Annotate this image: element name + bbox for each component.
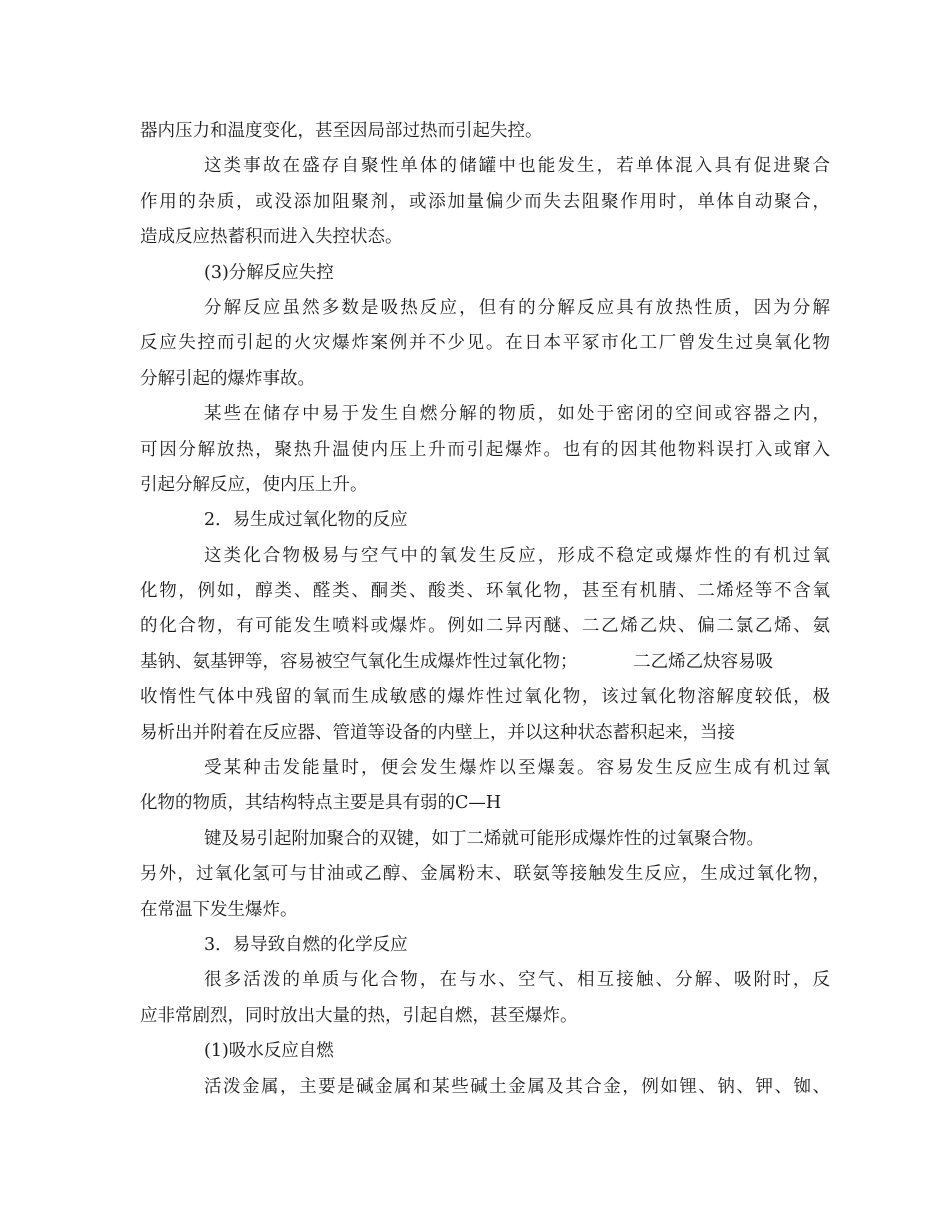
text-line-21: 键及易引起附加聚合的双键，如丁二烯就可能形成爆炸性的过氧聚合物。 [204,828,764,849]
text-line-4: 造成反应热蓄积而进入失控状态。 [140,227,403,248]
text-line-18: 易析出并附着在反应器、管道等设备的内壁上，并以这种状态蓄积起来，当接 [140,722,735,743]
section-heading-self-ignition: 3．易导致自燃的化学反应 [204,934,408,955]
text-line-17: 收惰性气体中残留的氧而生成敏感的爆炸性过氧化物，该过氧化物溶解度较低，极 [140,687,830,708]
text-line-16: 基钠、氨基钾等，容易被空气氧化生成爆炸性过氧化物； 二乙烯乙炔容易吸 [140,651,774,672]
text-line-1: 器内压力和温度变化，甚至因局部过热而引起失控。 [140,121,543,141]
text-line-10: 可因分解放热，聚热升温使内压上升而引起爆炸。也有的因其他物料误打入或窜入 [140,439,830,460]
text-line-3: 作用的杂质，或没添加阻聚剂，或添加量偏少而失去阻聚作用时，单体自动聚合， [140,191,830,212]
text-line-14: 化物，例如，醇类、醛类、酮类、酸类、环氧化物，甚至有机腈、二烯烃等不含氧 [140,581,830,602]
text-line-6: 分解反应虽然多数是吸热反应，但有的分解反应具有放热性质，因为分解 [204,297,830,318]
text-line-15: 的化合物，有可能发生喷料或爆炸。例如二异丙醚、二乙烯乙炔、偏二氯乙烯、氨 [140,616,830,637]
text-line-9: 某些在储存中易于发生自燃分解的物质，如处于密闭的空间或容器之内， [204,404,830,425]
text-line-25: 很多活泼的单质与化合物，在与水、空气、相互接触、分解、吸附时，反 [204,970,830,991]
document-body [140,114,830,1105]
text-line-22: 另外，过氧化氢可与甘油或乙醇、金属粉末、联氨等接触发生反应，生成过氧化物， [140,864,830,885]
text-line-23: 在常温下发生爆炸。 [140,899,298,920]
text-line-26: 应非常剧烈，同时放出大量的热，引起自燃，甚至爆炸。 [140,1005,578,1026]
text-line-8: 分解引起的爆炸事故。 [140,368,315,389]
text-line-7: 反应失控而引起的火灾爆炸案例并不少见。在日本平冢市化工厂曾发生过臭氧化物 [140,333,830,354]
section-heading-peroxide: 2．易生成过氧化物的反应 [204,510,408,531]
text-line-28: 活泼金属，主要是碱金属和某些碱土金属及其合金，例如锂、钠、钾、铷、 [204,1076,830,1097]
section-heading-water-absorption: (1)吸水反应自燃 [204,1041,334,1062]
text-line-11: 引起分解反应，使内压上升。 [140,474,368,495]
text-line-13: 这类化合物极易与空气中的氧发生反应，形成不稳定或爆炸性的有机过氧 [204,545,830,566]
text-line-20: 化物的物质，其结构特点主要是具有弱的C—H [140,793,502,814]
text-line-19: 受某种击发能量时，便会发生爆炸以至爆轰。容易发生反应生成有机过氧 [204,758,830,779]
text-line-2: 这类事故在盛存自聚性单体的储罐中也能发生，若单体混入具有促进聚合 [204,156,830,177]
section-heading-decomposition: (3)分解反应失控 [204,262,334,283]
